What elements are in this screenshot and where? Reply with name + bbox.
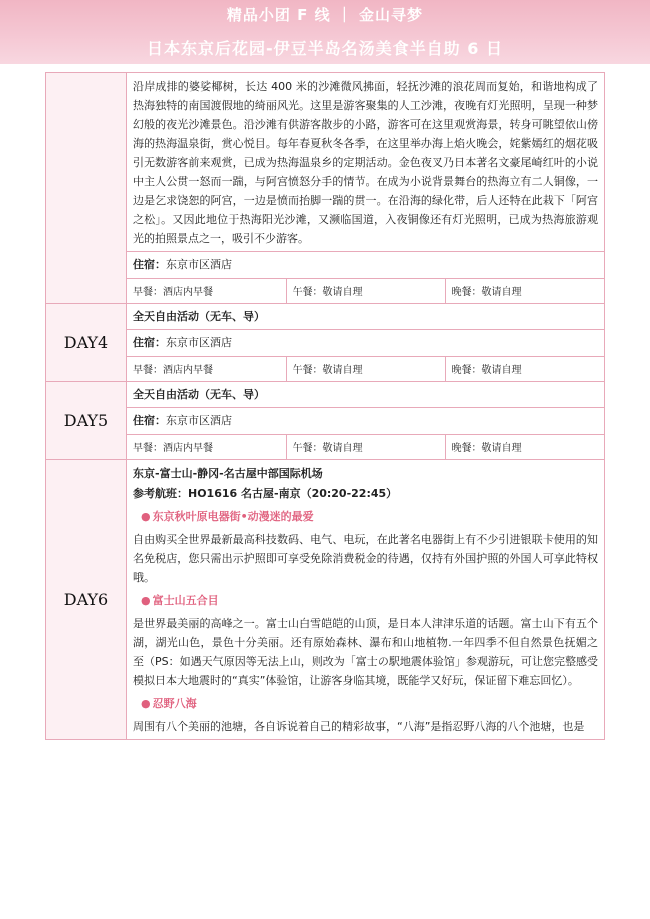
stay-row <box>127 252 604 279</box>
day-label-day4: DAY4 <box>46 304 127 382</box>
breakfast: 早餐：酒店内早餐 <box>127 435 286 460</box>
stay-label: 住宿： <box>133 258 166 271</box>
itinerary-row-day6 <box>46 460 605 740</box>
bullet-icon: ● <box>141 697 151 710</box>
lunch: 午餐：敬请自理 <box>286 357 445 382</box>
spot-text: 周围有八个美丽的池塘，各自诉说着自己的精彩故事，“八海”是指忍野八海的八个池塘，也是 <box>133 720 585 733</box>
header-banner <box>0 0 650 64</box>
stay-row <box>127 330 604 357</box>
spot-title: ● 忍野八海 <box>141 697 197 710</box>
header-line1: 精品小团 F 线 ｜ 金山寻梦 <box>226 6 424 24</box>
spot-text: 是世界最美丽的高峰之一。富士山白雪皑皑的山顶，是日本人津津乐道的话题。富士山下有五个湖，湖光山色，景色十分美丽。还有原始森林、瀑布和山地植物.一年四季不但自然景色抚媚之至（PS：如遇天气原因等无法上山，则改为「富士の駅地震体验馆」参观游玩，可让您完整感受模拟日本大地震时的“真实”体验馆，让游客身临其境，既能学又好玩，保证留下难忘回忆）。 <box>133 617 598 687</box>
dinner: 晚餐：敬请自理 <box>445 279 604 304</box>
day-cell-empty <box>46 73 127 304</box>
bullet-icon: ● <box>141 594 151 607</box>
day-content <box>127 73 605 304</box>
spot-title: ● 东京秋叶原电器街•动漫迷的最爱 <box>141 510 314 523</box>
dinner: 晚餐：敬请自理 <box>445 435 604 460</box>
day-title: 全天自由活动（无车、导） <box>133 388 265 401</box>
spot-title: ● 富士山五合目 <box>141 594 219 607</box>
route-title: 东京-富士山-静冈-名古屋中部国际机场 <box>133 467 323 480</box>
lunch: 午餐：敬请自理 <box>286 435 445 460</box>
stay-value: 东京市区酒店 <box>166 414 232 427</box>
stay-row <box>127 408 604 435</box>
itinerary-row-day5 <box>46 382 605 460</box>
breakfast: 早餐：酒店内早餐 <box>127 279 286 304</box>
day-label-day6: DAY6 <box>46 460 127 740</box>
spot-text: 自由购买全世界最新最高科技数码、电气、电玩，在此著名电器街上有不少引进银联卡使用的知名免税店，您只需出示护照即可享受免除消费税金的待遇，仅持有外国护照的外国人可享此特权哦。 <box>133 533 598 584</box>
day-label-day5: DAY5 <box>46 382 127 460</box>
itinerary-row-continued <box>46 73 605 304</box>
stay-label: 住宿： <box>133 336 166 349</box>
itinerary-table <box>45 72 605 740</box>
stay-label: 住宿： <box>133 414 166 427</box>
day-content <box>127 304 605 382</box>
lunch: 午餐：敬请自理 <box>286 279 445 304</box>
itinerary-row-day4 <box>46 304 605 382</box>
description-text: 沿岸成排的婆娑椰树，长达 400 米的沙滩微风拂面，轻抚沙滩的浪花周而复始，和谐地构成了热海独特的南国渡假地的绮丽风光。这里是游客聚集的人工沙滩，夜晚有灯光照明，呈现一种梦幻般的夜光沙滩景色。沿沙滩有供游客散步的小路，游客可在这里观赏海景，转身可眺望依山傍海的热海温泉街，赏心悦目。每年春夏秋冬各季，在这里举办海上焰火晚会，姹紫嫣红的烟花吸引无数游客前来观赏，已成为热海温泉乡的定期活动。金色夜叉乃日本著名文豪尾崎红叶的小说中主人公贯一怒而一踹，与阿宫愤怒分手的情节。在成为小说背景舞台的热海立有二人铜像，一边是乞求饶恕的阿宫，一边是愤而抬脚一踹的贯一。在沿海的绿化带，后人还特在此栽下「阿宫之松」。又因此地位于热海阳光沙滩，又濒临国道，入夜铜像还有灯光照明，已成为热海旅游观光的拍照景点之一，吸引不少游客。 <box>133 80 598 245</box>
day-content <box>127 460 605 740</box>
stay-value: 东京市区酒店 <box>166 336 232 349</box>
header-line2: 日本东京后花园-伊豆半岛名汤美食半自助 6 日 <box>147 39 503 58</box>
dinner: 晚餐：敬请自理 <box>445 357 604 382</box>
bullet-icon: ● <box>141 510 151 523</box>
stay-value: 东京市区酒店 <box>166 258 232 271</box>
breakfast: 早餐：酒店内早餐 <box>127 357 286 382</box>
day-content <box>127 382 605 460</box>
flight-info: 参考航班：HO1616 名古屋-南京（20:20-22:45） <box>133 487 398 500</box>
day-title: 全天自由活动（无车、导） <box>133 310 265 323</box>
